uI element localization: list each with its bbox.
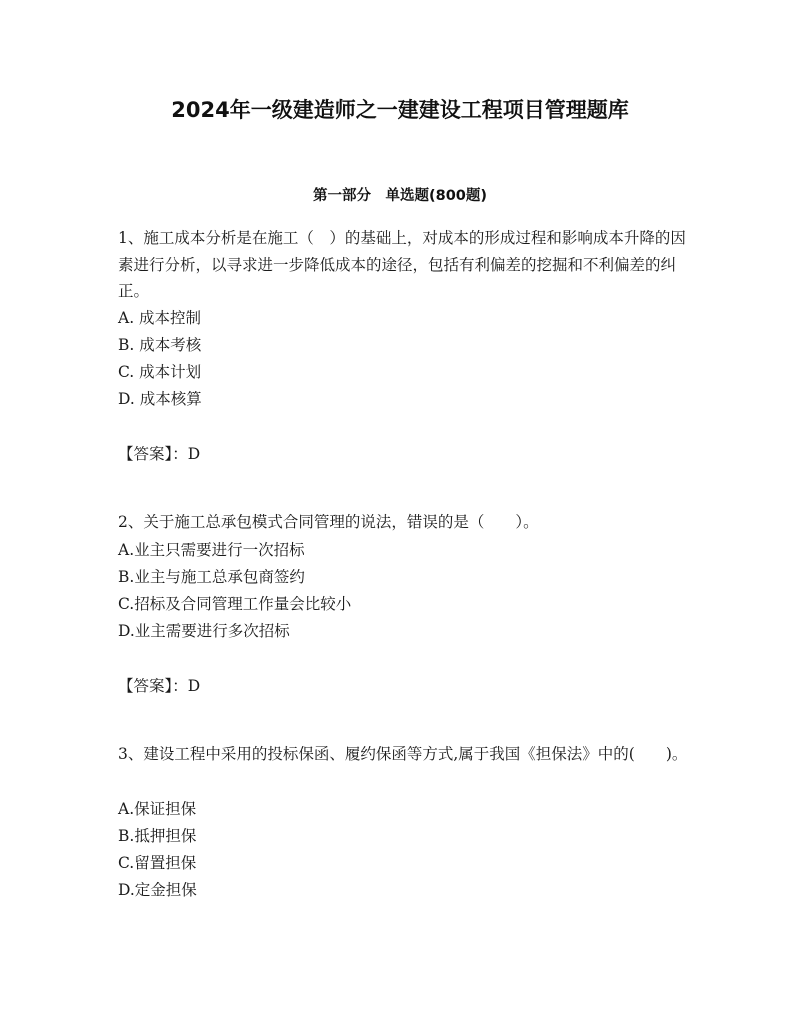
question-2-option-a: A.业主只需要进行一次招标 [118,541,305,559]
question-1-stem: 1、施工成本分析是在施工（ ）的基础上，对成本的形成过程和影响成本升降的因素进行分析，以寻求进一步降低成本的途径，包括有利偏差的挖掘和不利偏差的纠正。 [118,229,686,300]
question-1-option-c: C. 成本计划 [118,363,202,381]
question-2-stem: 2、关于施工总承包模式合同管理的说法，错误的是（ ）。 [118,513,539,531]
question-3-option-c: C.留置担保 [118,854,197,872]
question-2-option-d: D.业主需要进行多次招标 [118,622,290,640]
question-2-option-c: C.招标及合同管理工作量会比较小 [118,595,352,613]
question-1-option-d: D. 成本核算 [118,390,202,408]
question-3-option-d: D.定金担保 [118,881,197,899]
question-3-stem: 3、建设工程中采用的投标保函、履约保函等方式,属于我国《担保法》中的( )。 [118,745,688,763]
question-1-option-a: A. 成本控制 [118,309,202,327]
question-1-answer: 【答案】：D [118,445,201,463]
question-3-option-a: A.保证担保 [118,800,197,818]
document-title: 2024年一级建造师之一建建设工程项目管理题库 [171,98,629,122]
question-3-option-b: B.抵押担保 [118,827,197,845]
section-heading: 第一部分 单选题(800题) [312,188,488,204]
question-1-option-b: B. 成本考核 [118,336,202,354]
question-2-option-b: B.业主与施工总承包商签约 [118,568,305,586]
question-2-answer: 【答案】：D [118,677,201,695]
